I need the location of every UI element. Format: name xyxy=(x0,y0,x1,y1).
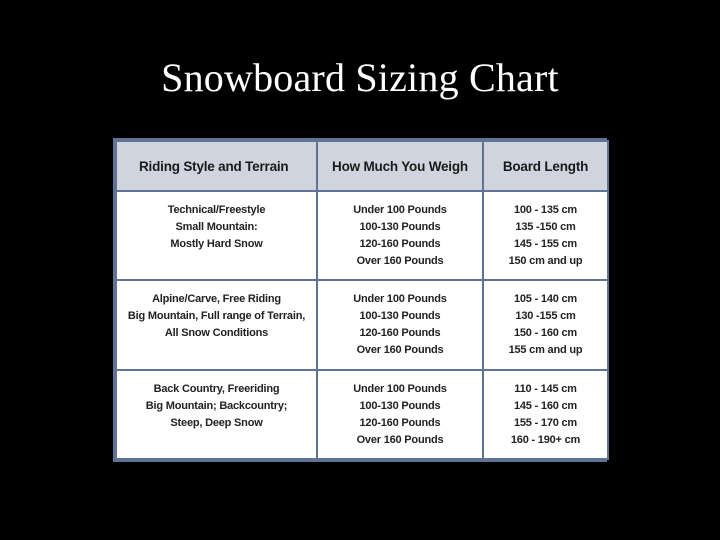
cell-line: 100-130 Pounds xyxy=(359,221,441,233)
cell-line: 110 - 145 cm xyxy=(514,382,577,395)
cell-line: Alpine/Carve, Free Riding xyxy=(152,293,281,306)
cell-line: 120-160 Pounds xyxy=(359,327,441,340)
table-row xyxy=(117,281,607,368)
cell-line: Big Mountain, Full range of Terrain, xyxy=(127,310,306,323)
cell-weight xyxy=(318,281,482,368)
cell-board-length xyxy=(484,192,607,279)
cell-line: Over 160 Pounds xyxy=(356,255,444,267)
cell-riding-style xyxy=(117,192,316,279)
header-weight: How Much You Weigh xyxy=(318,142,482,190)
cell-line: Over 160 Pounds xyxy=(356,344,444,357)
cell-weight xyxy=(318,371,482,458)
cell-line: Under 100 Pounds xyxy=(353,382,447,395)
header-riding-style: Riding Style and Terrain xyxy=(117,142,316,190)
cell-line: Mostly Hard Snow xyxy=(170,238,263,250)
cell-line: Under 100 Pounds xyxy=(353,204,447,216)
cell-line: 120-160 Pounds xyxy=(359,238,441,250)
sizing-chart-table-frame xyxy=(113,138,607,462)
cell-line: Technical/Freestyle xyxy=(167,204,266,216)
cell-line: Under 100 Pounds xyxy=(353,293,447,306)
cell-line: 105 - 140 cm xyxy=(513,293,578,306)
table-row xyxy=(117,371,607,458)
cell-line: All Snow Conditions xyxy=(164,327,269,340)
cell-board-length xyxy=(484,371,607,458)
table-row xyxy=(117,192,607,279)
cell-line: Small Mountain: xyxy=(175,221,258,233)
cell-line: Back Country, Freeriding xyxy=(153,382,280,395)
cell-line: 155 cm and up xyxy=(508,344,583,357)
sizing-chart-table xyxy=(115,140,609,460)
cell-riding-style xyxy=(117,371,316,458)
table-header-row xyxy=(117,142,607,190)
cell-line: Big Mountain; Backcountry; xyxy=(145,399,288,412)
cell-riding-style xyxy=(117,281,316,368)
cell-line: 155 - 170 cm xyxy=(513,416,578,429)
cell-line: 145 - 160 cm xyxy=(513,399,578,412)
cell-line: Steep, Deep Snow xyxy=(170,416,263,429)
cell-line: 160 - 190+ cm xyxy=(510,433,581,446)
slide-title: Snowboard Sizing Chart xyxy=(161,55,559,100)
header-board-length: Board Length xyxy=(484,142,607,190)
cell-line: 100 - 135 cm xyxy=(513,204,578,216)
cell-line: 145 - 155 cm xyxy=(513,238,578,250)
cell-line: 150 - 160 cm xyxy=(513,327,578,340)
cell-weight xyxy=(318,192,482,279)
cell-line: 120-160 Pounds xyxy=(359,416,441,429)
cell-board-length xyxy=(484,281,607,368)
cell-line: 100-130 Pounds xyxy=(359,310,441,323)
cell-line: 150 cm and up xyxy=(508,255,583,267)
cell-line: 135 -150 cm xyxy=(515,221,576,233)
cell-line: 130 -155 cm xyxy=(515,310,576,323)
cell-line: 100-130 Pounds xyxy=(359,399,441,412)
cell-line: Over 160 Pounds xyxy=(356,433,444,446)
